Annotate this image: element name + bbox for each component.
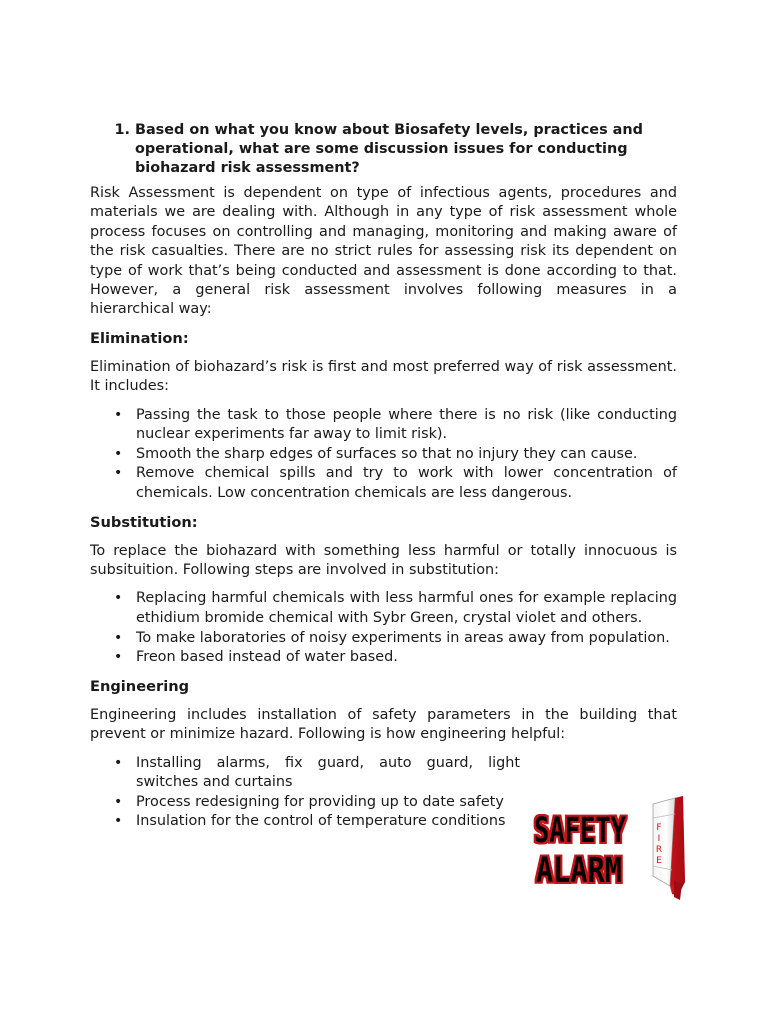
device-letter: R — [655, 845, 663, 855]
list-item: • To make laboratories of noisy experiments in areas away from population. — [90, 629, 677, 649]
document-page — [90, 121, 677, 832]
caption-line-1: SAFETY — [534, 809, 627, 851]
bullet-icon: • — [114, 649, 123, 666]
list-item: • Smooth the sharp edges of surfaces so that no injury they can cause. — [90, 445, 677, 465]
list-item: • Insulation for the control of temperature conditions — [90, 812, 520, 832]
elimination-paragraph: Elimination of biohazard’s risk is first and most preferred way of risk assessment. It includes: — [90, 358, 677, 395]
list-item: • Process redesigning for providing up to date safety — [90, 793, 520, 813]
bullet-icon: • — [114, 406, 123, 423]
list-item: • Remove chemical spills and try to work with lower concentration of chemicals. Low concentration chemicals are less dangerous. — [114, 465, 677, 502]
safety-alarm-caption — [534, 810, 626, 891]
list-item: • Installing alarms, fix guard, auto guard, light switches and curtains — [114, 754, 520, 791]
engineering-paragraph: Engineering includes installation of safety parameters in the building that prevent or minimize hazard. Following is how engineering helpful: — [90, 706, 677, 743]
safety-alarm-image — [532, 796, 687, 903]
substitution-paragraph: To replace the biohazard with something less harmful or totally innocuous is subsituition. Following steps are involved in substitution: — [90, 542, 677, 579]
question-heading — [90, 121, 677, 178]
substitution-heading: Substitution: — [90, 513, 198, 531]
device-letter: I — [657, 834, 661, 844]
fire-alarm-device-icon — [653, 796, 685, 900]
list-item: • Passing the task to those people where there is no risk (like conducting nuclear experiments far away to limit risk). — [114, 406, 677, 443]
elimination-list — [90, 406, 677, 504]
bullet-icon: • — [114, 629, 123, 646]
caption-line-2: ALARM — [536, 850, 622, 891]
bullet-icon: • — [114, 445, 123, 462]
bullet-icon: • — [114, 590, 123, 607]
question-text: Based on what you know about Biosafety levels, practices and operational, what are some discussion issues for conducting biohazard risk assessment? — [135, 122, 643, 176]
bullet-icon: • — [114, 793, 123, 810]
engineering-list — [90, 754, 520, 832]
elimination-heading: Elimination: — [90, 329, 189, 347]
bullet-icon: • — [114, 754, 123, 771]
substitution-list — [90, 589, 677, 667]
device-letter: F — [656, 823, 662, 833]
bullet-icon: • — [114, 465, 123, 482]
engineering-heading: Engineering — [90, 677, 190, 695]
list-item: • Freon based instead of water based. — [90, 648, 677, 668]
intro-paragraph: Risk Assessment is dependent on type of infectious agents, procedures and materials we are dealing with. Although in any type of risk assessment whole process focuses on controlling and managing, monitoring and making aware of the risk casualties. There are no strict rules for assessing risk its dependent on type of work that’s being conducted and assessment is done according to that. However, a general risk assessment involves following measures in a hierarchical way: — [90, 185, 677, 318]
device-letter: E — [656, 856, 662, 866]
bullet-icon: • — [114, 813, 123, 830]
list-item: • Replacing harmful chemicals with less harmful ones for example replacing ethidium bromide chemical with Sybr Green, crystal violet and others. — [114, 590, 677, 627]
question-number: 1. — [114, 122, 130, 138]
